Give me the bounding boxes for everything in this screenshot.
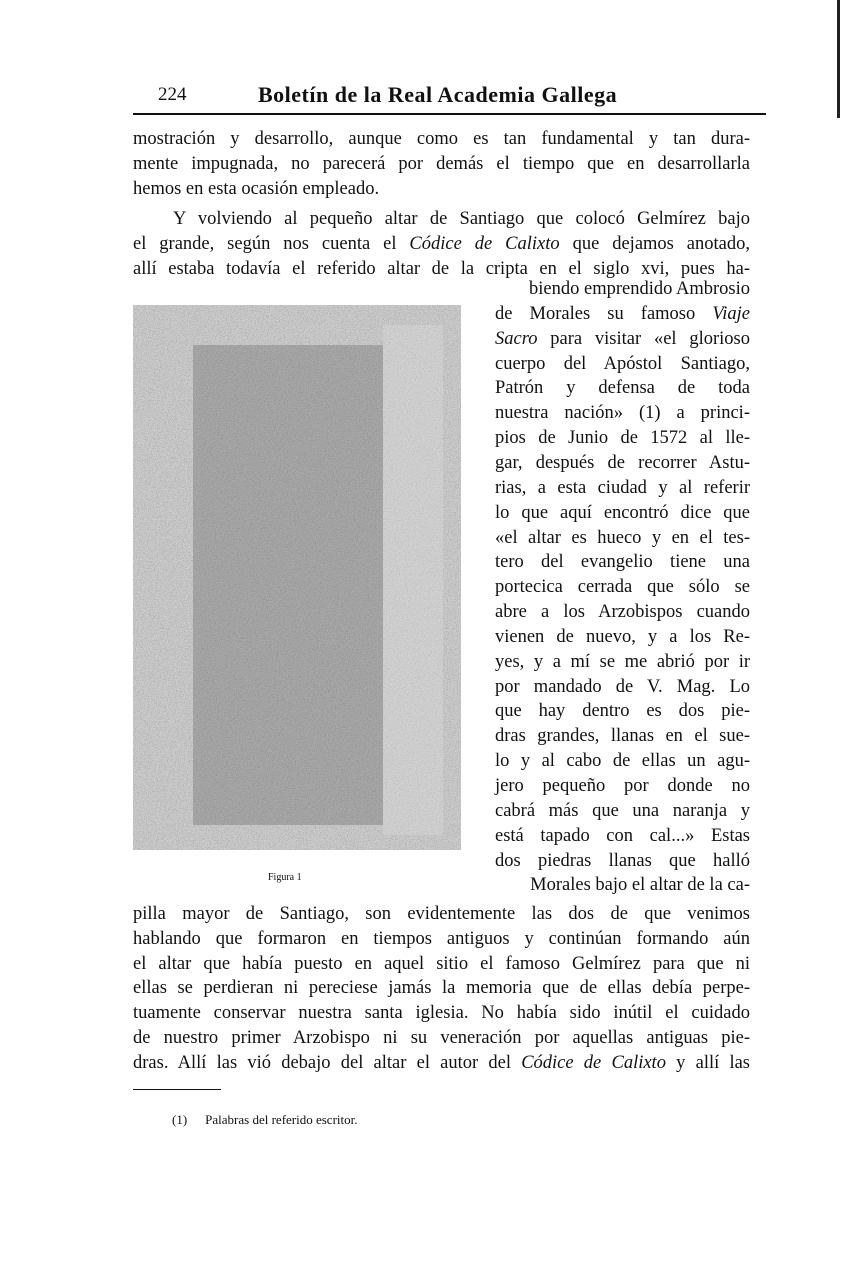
text-line [133, 977, 750, 999]
italic-title: Códice de Calixto [521, 1052, 666, 1073]
text-segment: pilla mayor de Santiago, son evidentemente las dos de que venimos [133, 904, 750, 924]
text-segment: nuestra nación» (1) a princi- [495, 403, 750, 424]
text-line [495, 626, 750, 648]
text-line [495, 750, 750, 772]
text-line [133, 903, 750, 925]
text-line [495, 576, 750, 598]
journal-title: Boletín de la Real Academia Gallega [258, 82, 618, 107]
footnote-number: (1) [172, 1112, 188, 1127]
text-segment: lo y al cabo de ellas un agu- [495, 751, 750, 772]
text-segment: cuerpo del Apóstol Santiago, [495, 353, 750, 374]
text-segment: gar, después de recorrer Astu- [495, 452, 750, 473]
text-line [133, 153, 750, 175]
text-segment: para visitar «el glorioso [537, 328, 750, 349]
text-line [495, 452, 750, 474]
italic-title: Viaje [712, 303, 750, 324]
altar-photo-image [133, 305, 461, 850]
text-segment: abre a los Arzobispos cuando [495, 602, 750, 623]
text-line [529, 278, 750, 300]
text-segment: de Morales su famoso [495, 303, 713, 324]
text-segment: por mandado de V. Mag. Lo [495, 676, 750, 697]
text-segment: mostración y desarrollo, aunque como es tan fundamental y tan dura- [133, 129, 750, 149]
header-rule [133, 113, 766, 115]
text-segment: mente impugnada, no parecerá por demás el tiempo que en desarrollarla [133, 154, 750, 174]
text-segment: dos piedras llanas que halló [495, 850, 750, 871]
text-line [133, 178, 379, 200]
text-segment: jero pequeño por donde no [495, 776, 750, 796]
text-line [495, 353, 750, 375]
text-line [495, 725, 750, 747]
text-segment: que hay dentro es dos pie- [495, 701, 750, 722]
text-segment: «el altar es hueco y en el tes- [495, 527, 750, 548]
text-segment: está tapado con cal...» Estas [495, 825, 750, 846]
text-segment: dras grandes, llanas en el sue- [495, 726, 750, 747]
text-line [495, 502, 750, 524]
text-segment: cabrá más que una naranja y [495, 800, 750, 821]
text-segment: rias, a esta ciudad y al referir [495, 477, 750, 498]
text-segment: pios de Junio de 1572 al lle- [495, 428, 750, 449]
text-line [530, 874, 750, 896]
footnote [172, 1112, 358, 1128]
text-line [495, 700, 750, 722]
footnote-text: Palabras del referido escritor. [205, 1112, 358, 1127]
text-segment: el grande, según nos cuenta el [133, 234, 410, 254]
text-line [495, 651, 750, 673]
text-segment: ellas se perdieran ni pereciese jamás la memoria que de ellas debía perpe- [133, 978, 750, 999]
text-line [495, 477, 750, 499]
text-segment: el altar que había puesto en aquel sitio el famoso Gelmírez para que ni [133, 953, 750, 974]
text-line [495, 676, 750, 698]
text-line [133, 233, 750, 255]
text-line [495, 328, 750, 350]
text-line [495, 402, 750, 424]
text-segment: allí estaba todavía el referido altar de la cripta en el siglo xvi, pues ha- [133, 259, 750, 279]
text-line [495, 551, 750, 573]
footnote-rule [133, 1089, 221, 1090]
text-segment: lo que aquí encontró dice que [495, 502, 750, 523]
text-line [495, 303, 750, 325]
text-line [495, 825, 750, 847]
text-segment: dras. Allí las vió debajo del altar el autor del [133, 1052, 522, 1073]
text-segment: portecica cerrada que sólo se [495, 577, 750, 598]
text-segment: Y volviendo al pequeño altar de Santiago que colocó Gelmírez bajo [173, 209, 750, 229]
text-line [495, 850, 750, 872]
text-line [495, 527, 750, 549]
text-line [495, 377, 750, 399]
text-segment: tero del evangelio tiene una [495, 552, 750, 573]
text-segment: biendo emprendido Ambrosio [529, 279, 750, 299]
scan-edge [837, 0, 840, 118]
text-segment: hemos en esta ocasión empleado. [133, 179, 380, 199]
italic-title: Sacro [495, 328, 538, 349]
text-line [133, 953, 750, 975]
text-line [495, 601, 750, 623]
page-number: 224 [158, 84, 187, 105]
text-segment: vienen de nuevo, y a los Re- [495, 626, 750, 647]
text-line [133, 928, 750, 950]
figure-photo [133, 305, 461, 850]
text-line [133, 1002, 750, 1024]
text-segment: Patrón y defensa de toda [495, 378, 750, 399]
text-line [133, 1052, 750, 1074]
text-line [495, 427, 750, 449]
figure-caption: Figura 1 [268, 872, 302, 883]
text-line [133, 258, 750, 280]
text-segment: Morales bajo el altar de la ca- [530, 875, 750, 896]
text-segment: yes, y a mí se me abrió por ir [495, 651, 750, 672]
text-line [173, 208, 750, 230]
text-line [133, 1027, 750, 1049]
text-line [495, 800, 750, 822]
italic-title: Códice de Calixto [409, 234, 560, 254]
text-segment: que dejamos anotado, [559, 234, 750, 254]
text-line [133, 128, 750, 150]
text-segment: tuamente conservar nuestra santa iglesia. No había sido inútil el cuidado [133, 1003, 750, 1024]
text-segment: hablando que formaron en tiempos antiguos y continúan formando aún [133, 928, 750, 949]
text-line [495, 775, 750, 797]
text-segment: y allí las [665, 1052, 751, 1073]
text-segment: de nuestro primer Arzobispo ni su veneración por aquellas antiguas pie- [133, 1028, 750, 1048]
